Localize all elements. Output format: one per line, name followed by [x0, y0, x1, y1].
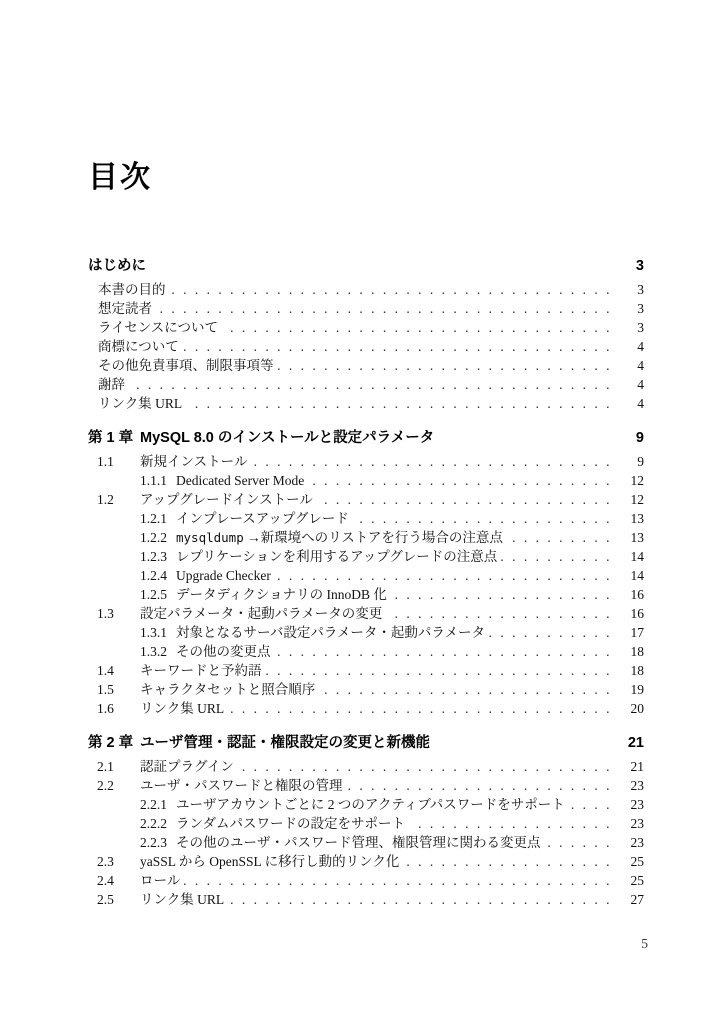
toc-entry-number: 1.1.1 — [140, 473, 167, 488]
dot-leader — [228, 699, 612, 718]
toc-entry[interactable] — [88, 642, 644, 661]
toc-entry-page: 14 — [630, 549, 644, 564]
toc-entry[interactable] — [88, 890, 644, 909]
dot-leader — [569, 795, 612, 814]
toc-entry-number: 1.2.5 — [140, 587, 167, 602]
toc-entry-label: リンク集 URL — [140, 701, 225, 716]
dot-leader — [183, 337, 612, 356]
toc-entry-label: 想定読者 — [98, 301, 152, 316]
toc-entry-label: 本書の目的 — [98, 282, 166, 297]
toc-entry[interactable] — [88, 452, 644, 471]
toc-entry-number: 1.3.1 — [140, 625, 167, 640]
toc-entry-page: 20 — [630, 701, 644, 716]
toc-entry[interactable] — [88, 776, 644, 795]
toc-entry-number: 2.4 — [97, 873, 114, 888]
toc-entry-label: ライセンスについて — [98, 320, 219, 335]
toc-entry[interactable] — [88, 604, 644, 623]
toc-entry-label: 設定パラメータ・起動パラメータの変更 — [140, 606, 383, 621]
toc-entry-number: 1.2.2 — [140, 530, 167, 545]
toc-entry[interactable] — [88, 814, 644, 833]
toc-list — [88, 256, 644, 909]
toc-chapter-number: 第 1 章 — [88, 430, 134, 446]
toc-entry-label: ランダムパスワードの設定をサポート — [176, 816, 405, 831]
toc-entry-number: 1.1 — [97, 454, 114, 469]
toc-entry-label: 認証プラグイン — [140, 759, 234, 774]
toc-entry-label-mono: mysqldump — [176, 530, 244, 545]
toc-entry-page: 16 — [630, 606, 644, 621]
toc-heading-page: 3 — [635, 258, 644, 274]
toc-entry-page: 4 — [637, 358, 644, 373]
dot-leader — [353, 509, 612, 528]
toc-entry-page: 3 — [637, 282, 644, 297]
toc-entry-label: 商標について — [98, 339, 179, 354]
dot-leader — [391, 585, 612, 604]
toc-entry[interactable] — [88, 490, 644, 509]
dot-leader — [228, 890, 612, 909]
toc-entry[interactable] — [88, 795, 644, 814]
toc-entry[interactable] — [88, 852, 644, 871]
toc-entry-page: 23 — [630, 835, 644, 850]
toc-entry-label: 新規インストール — [140, 454, 248, 469]
toc-entry-page: 17 — [630, 625, 644, 640]
dot-leader — [308, 471, 612, 490]
dot-leader — [507, 528, 612, 547]
toc-entry-page: 3 — [637, 320, 644, 335]
toc-entry-page: 12 — [630, 492, 644, 507]
toc-entry-number: 1.2.1 — [140, 511, 167, 526]
toc-entry-page: 18 — [630, 663, 644, 678]
toc-entry-page: 21 — [630, 759, 644, 774]
toc-entry-number: 2.2.1 — [140, 797, 167, 812]
toc-entry[interactable] — [88, 318, 644, 337]
dot-leader — [184, 871, 612, 890]
dot-leader — [222, 318, 612, 337]
dot-leader — [170, 280, 613, 299]
toc-entry-label: リンク集 URL — [140, 892, 225, 907]
toc-chapter-heading[interactable] — [88, 428, 644, 449]
dot-leader — [275, 642, 613, 661]
toc-entry-label — [176, 528, 503, 547]
toc-entry-number: 1.2.4 — [140, 568, 167, 583]
toc-entry[interactable] — [88, 585, 644, 604]
toc-entry[interactable] — [88, 566, 644, 585]
toc-entry[interactable] — [88, 356, 644, 375]
toc-entry-number: 1.2.3 — [140, 549, 167, 564]
toc-entry-page: 4 — [637, 339, 644, 354]
page-title: 目次 — [88, 161, 152, 194]
toc-front-heading[interactable] — [88, 256, 644, 277]
toc-entry-page: 3 — [637, 301, 644, 316]
toc-entry[interactable] — [88, 547, 644, 566]
dot-leader — [278, 356, 613, 375]
toc-entry-label: ユーザ・パスワードと権限の管理 — [140, 778, 343, 793]
toc-entry[interactable] — [88, 871, 644, 890]
toc-entry-label: その他のユーザ・パスワード管理、権限管理に関わる変更点 — [176, 835, 541, 850]
toc-entry-label: Dedicated Server Mode — [176, 473, 305, 488]
toc-entry-page: 23 — [630, 797, 644, 812]
dot-leader — [347, 776, 613, 795]
toc-heading-label: MySQL 8.0 のインストールと設定パラメータ — [140, 430, 435, 446]
toc-entry-page: 19 — [630, 682, 644, 697]
dot-leader — [501, 547, 612, 566]
toc-content — [88, 160, 644, 909]
dot-leader — [238, 757, 612, 776]
toc-entry-page: 27 — [630, 892, 644, 907]
toc-entry-label: 対象となるサーバ設定パラメータ・起動パラメータ — [176, 625, 486, 640]
toc-entry-label: アップグレードインストール — [140, 492, 313, 507]
toc-entry[interactable] — [88, 280, 644, 299]
toc-chapter-number: 第 2 章 — [88, 735, 134, 751]
toc-entry-label: Upgrade Checker — [176, 568, 271, 583]
toc-entry-label: キャラクタセットと照合順序 — [140, 682, 316, 697]
toc-entry-page: 4 — [637, 396, 644, 411]
dot-leader — [275, 566, 612, 585]
toc-entry-page: 13 — [630, 530, 644, 545]
toc-entry[interactable] — [88, 623, 644, 642]
toc-entry-number: 1.3 — [97, 606, 114, 621]
toc-entry-label: その他の変更点 — [176, 644, 271, 659]
toc-entry-number: 2.2 — [97, 778, 114, 793]
toc-entry-label: ロール — [140, 873, 181, 888]
toc-entry[interactable] — [88, 375, 644, 394]
toc-entry-number: 1.6 — [97, 701, 114, 716]
toc-entry-page: 25 — [630, 873, 644, 888]
toc-entry-label: インプレースアップグレード — [176, 511, 349, 526]
toc-entry-label: レプリケーションを利用するアップグレードの注意点 — [176, 549, 498, 564]
toc-entry-label-text: →新環境へのリストアを行う場合の注意点 — [243, 530, 503, 545]
toc-entry-page: 18 — [630, 644, 644, 659]
toc-entry-label: キーワードと予約語 — [140, 663, 262, 678]
toc-entry-page: 9 — [637, 454, 644, 469]
page-number-footer: 5 — [641, 936, 648, 951]
toc-entry[interactable] — [88, 394, 644, 413]
dot-leader — [386, 604, 612, 623]
toc-entry-number: 1.3.2 — [140, 644, 167, 659]
toc-entry-number: 2.2.2 — [140, 816, 167, 831]
dot-leader — [489, 623, 612, 642]
toc-entry[interactable] — [88, 757, 644, 776]
toc-entry[interactable] — [88, 337, 644, 356]
toc-entry-number: 2.3 — [97, 854, 114, 869]
toc-entry-number: 1.2 — [97, 492, 114, 507]
dot-leader — [156, 299, 612, 318]
toc-entry-page: 23 — [630, 816, 644, 831]
toc-entry-number: 2.5 — [97, 892, 114, 907]
toc-entry[interactable] — [88, 699, 644, 718]
toc-heading-page: 9 — [635, 430, 644, 446]
toc-entry-page: 23 — [630, 778, 644, 793]
toc-entry[interactable] — [88, 680, 644, 699]
toc-section — [88, 733, 644, 909]
dot-leader — [317, 490, 612, 509]
toc-entry-label: データディクショナリの InnoDB 化 — [176, 587, 387, 602]
toc-entry-label: ユーザアカウントごとに 2 つのアクティブパスワードをサポート — [176, 797, 565, 812]
toc-entry[interactable] — [88, 509, 644, 528]
toc-heading-page: 21 — [627, 735, 644, 751]
toc-entry-page: 12 — [630, 473, 644, 488]
toc-entry[interactable] — [88, 661, 644, 680]
toc-entry-number: 2.2.3 — [140, 835, 167, 850]
toc-section — [88, 428, 644, 718]
toc-entry-label: リンク集 URL — [98, 396, 183, 411]
dot-leader — [266, 661, 613, 680]
dot-leader — [545, 833, 613, 852]
toc-entry[interactable] — [88, 833, 644, 852]
dot-leader — [409, 814, 612, 833]
toc-entry-number: 1.4 — [97, 663, 114, 678]
toc-entry-number: 1.5 — [97, 682, 114, 697]
dot-leader — [251, 452, 612, 471]
toc-entry-page: 4 — [637, 377, 644, 392]
toc-section — [88, 256, 644, 413]
toc-entry-label: yaSSL から OpenSSL に移行し動的リンク化 — [140, 854, 400, 869]
toc-heading-label: はじめに — [88, 258, 146, 274]
toc-entry-label: その他免責事項、制限事項等 — [98, 358, 274, 373]
toc-entry-label: 謝辞 — [98, 377, 125, 392]
dot-leader — [319, 680, 612, 699]
toc-chapter-heading[interactable] — [88, 733, 644, 754]
toc-entry-page: 16 — [630, 587, 644, 602]
toc-entry-page: 25 — [630, 854, 644, 869]
toc-entry[interactable] — [88, 528, 644, 547]
toc-heading-label: ユーザ管理・認証・権限設定の変更と新機能 — [140, 735, 430, 751]
dot-leader — [186, 394, 612, 413]
dot-leader — [129, 375, 612, 394]
toc-entry-number: 2.1 — [97, 759, 114, 774]
toc-entry-page: 14 — [630, 568, 644, 583]
toc-entry-page: 13 — [630, 511, 644, 526]
dot-leader — [403, 852, 612, 871]
toc-entry[interactable] — [88, 471, 644, 490]
toc-entry[interactable] — [88, 299, 644, 318]
